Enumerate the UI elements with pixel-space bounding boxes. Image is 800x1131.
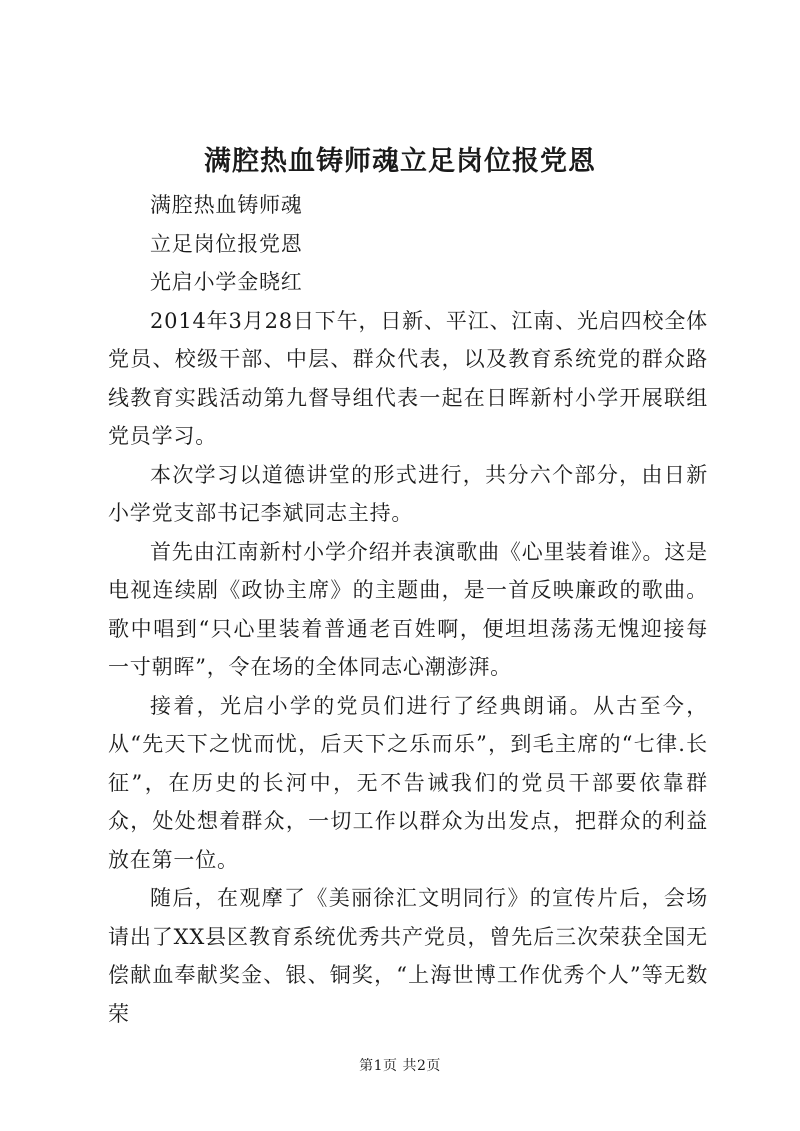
paragraph: 2014年3月28日下午，日新、平江、江南、光启四校全体党员、校级干部、中层、群众代表，以及教育系统党的群众路线教育实践活动第九督导组代表一起在日晖新村小学开展联组党员学习。 [108,308,708,448]
author-line: 光启小学金晓红 [150,270,303,294]
paragraph: 接着，光启小学的党员们进行了经典朗诵。从古至今，从“先天下之忧而忧，后天下之乐而乐”，到毛主席的“七律.长征”，在历史的长河中，无不告诫我们的党员干部要依靠群众，处处想着群众，一切工作以群众为出发点，把群众的利益放在第一位。 [108,693,708,872]
document-title: 满腔热血铸师魂立足岗位报党恩 [204,146,596,177]
subtitle-line-1: 满腔热血铸师魂 [150,193,303,217]
paragraph: 首先由江南新村小学介绍并表演歌曲《心里装着谁》。这是电视连续剧《政协主席》的主题曲，是一首反映廉政的歌曲。歌中唱到“只心里装着普通老百姓啊，便坦坦荡荡无愧迎接每一寸朝晖”，令在场的全体同志心潮澎湃。 [108,539,708,679]
document-body [108,186,708,1033]
subtitle-line-2: 立足岗位报党恩 [150,231,303,256]
paragraph: 本次学习以道德讲堂的形式进行，共分六个部分，由日新小学党支部书记李斌同志主持。 [108,462,708,525]
paragraph: 随后，在观摩了《美丽徐汇文明同行》的宣传片后，会场请出了XX县区教育系统优秀共产党员，曾先后三次荣获全国无偿献血奉献奖金、银、铜奖，“上海世博工作优秀个人”等无数荣 [108,886,708,1026]
page-footer: 第1页 共2页 [359,1058,441,1074]
